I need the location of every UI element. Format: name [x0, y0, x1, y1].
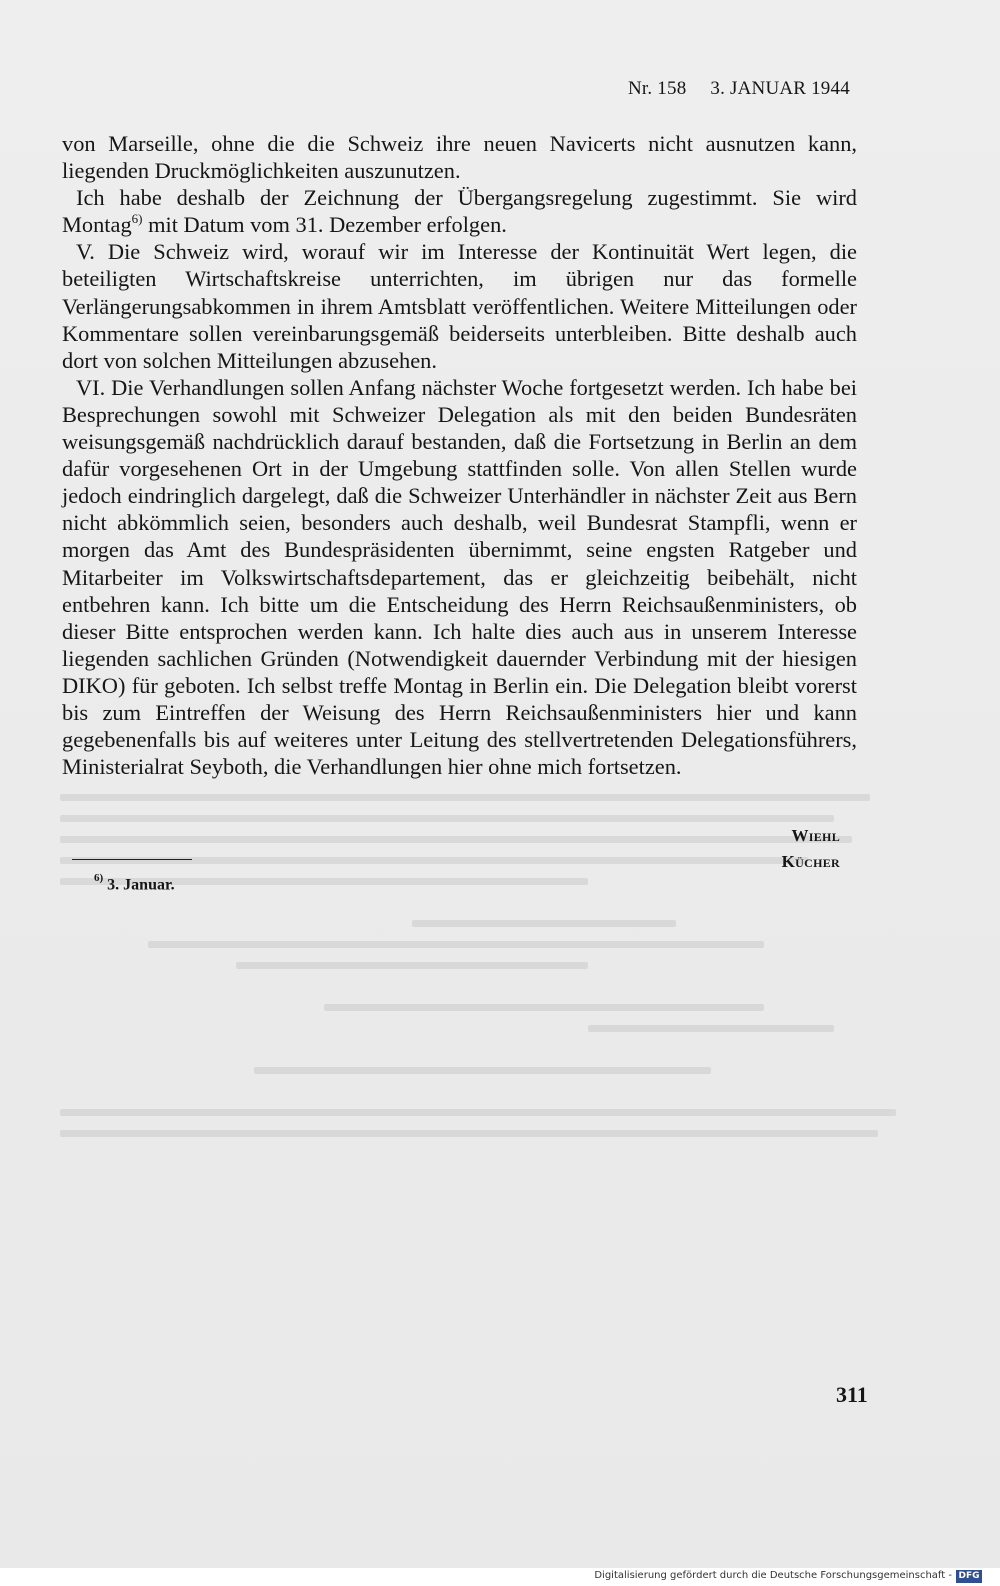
footnote-text: 3. Januar. — [103, 876, 175, 894]
signature-kucher: Kücher — [781, 852, 840, 871]
paragraph: von Marseille, ohne die die Schweiz ihre neuen Navicerts nicht ausnutzen kann, liegenden Druckmöglichkeiten auszunutzen. — [62, 131, 857, 184]
body-text — [62, 130, 857, 780]
paragraph — [62, 184, 857, 238]
dfg-logo: DFG — [956, 1570, 982, 1583]
paragraph: V. Die Schweiz wird, worauf wir im Interesse der Kontinuität Wert legen, die beteiligten Wirtschaftskreise unterrichten, im übrigen nur das formelle Verlängerungsabkommen in ihrem Amtsblatt veröffentlichen. Weitere Mitteilungen oder Kommentare sollen vereinbarungsgemäß beiderseits unterbleiben. Bitte deshalb auch dort von solchen Mitteilungen abzusehen. — [62, 239, 857, 373]
signature-wiehl: Wiehl — [791, 826, 840, 845]
footnote-marker: 6) — [94, 872, 104, 884]
page-number: 311 — [836, 1382, 868, 1407]
document-date: 3. JANUAR 1944 — [710, 78, 850, 99]
footnote-reference: 6) — [131, 210, 143, 226]
page-header — [628, 78, 850, 100]
footnote — [94, 874, 175, 894]
paragraph-text: mit Datum vom 31. Dezember erfolgen. — [142, 212, 507, 238]
digitization-credit: Digitalisierung gefördert durch die Deutsche Forschungsgemeinschaft - — [594, 1570, 952, 1581]
footnote-divider — [72, 859, 192, 860]
document-number: Nr. 158 — [628, 78, 687, 99]
paragraph: VI. Die Verhandlungen sollen Anfang nächster Woche fortgesetzt werden. Ich habe bei Besprechungen sowohl mit Schweizer Delegation als mit den beiden Bundesräten weisungsgemäß nachdrücklich darauf bestanden, daß die Fortsetzung in Berlin an dem dafür vorgesehenen Ort in der Umgebung stattfinden solle. Von allen Stellen wurde jedoch eindringlich dargelegt, daß die Schweizer Unterhändler in nächster Zeit aus Bern nicht abkömmlich seien, besonders auch deshalb, weil Bundesrat Stampfli, wenn er morgen das Amt des Bundespräsidenten übernimmt, seine engsten Ratgeber und Mitarbeiter im Volkswirtschaftsdepartement, das er gleichzeitig beibehält, nicht entbehren kann. Ich bitte um die Entscheidung des Herrn Reichsaußenministers, ob dieser Bitte entsprochen werden kann. Ich halte dies auch aus in unserem Interesse liegenden sachlichen Gründen (Notwendigkeit dauernder Verbindung mit der hiesigen DIKO) für geboten. Ich selbst treffe Montag in Berlin ein. Die Delegation bleibt vorerst bis zum Eintreffen der Weisung des Herrn Reichsaußenministers hier und kann gegebenenfalls bis auf weiteres unter Leitung des stellvertretenden Delegationsführers, Ministerialrat Seyboth, die Verhandlungen hier ohne mich fortsetzen. — [62, 374, 857, 780]
paragraph-text: Ich habe deshalb der Zeichnung der Übergangsregelung zugestimmt. Sie wird Montag — [62, 185, 857, 238]
